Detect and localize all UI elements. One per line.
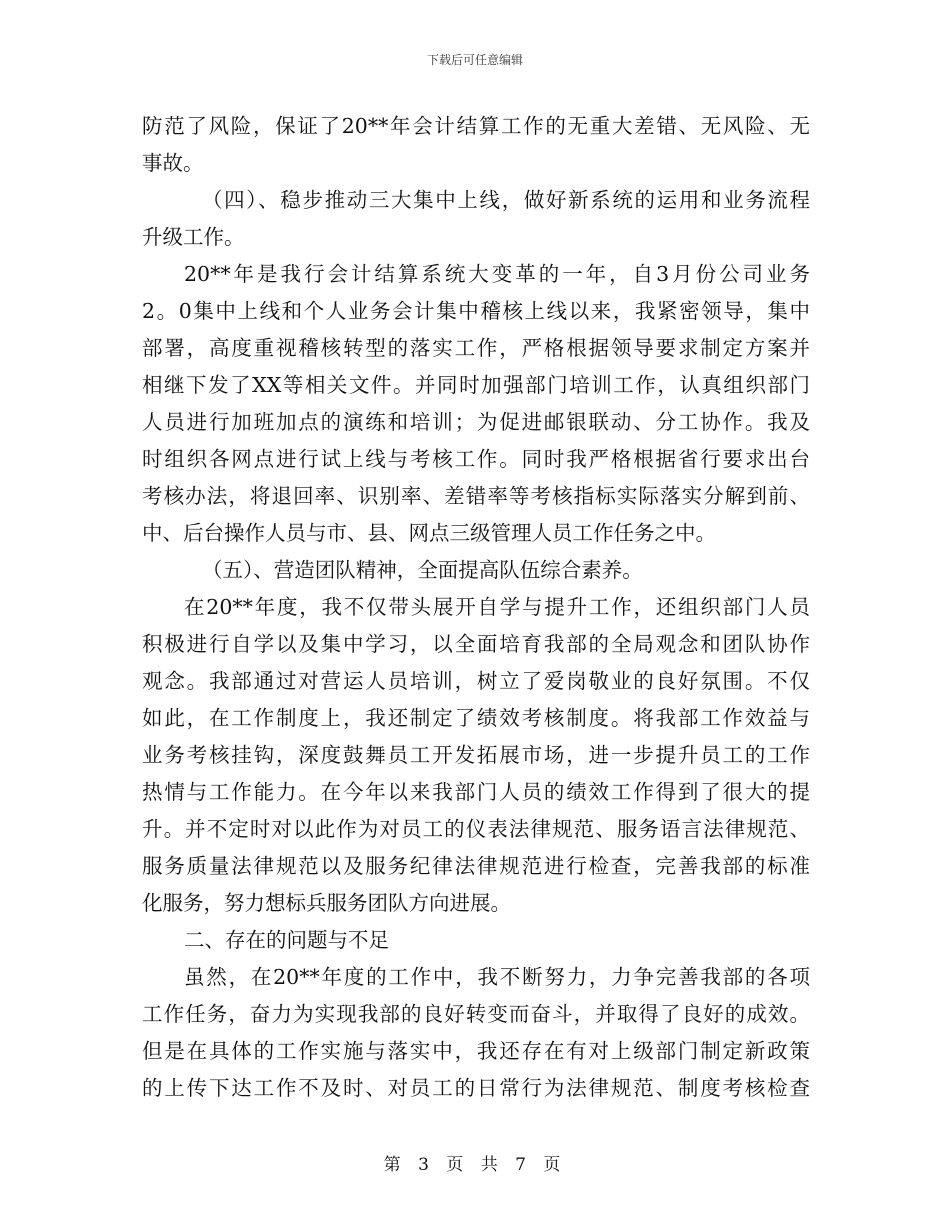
text-line: 观念。我部通过对营运人员培训，树立了爱岗敬业的良好氛围。不仅 xyxy=(142,669,810,693)
text-line: 工作任务，奋力为实现我部的良好转变而奋斗，并取得了良好的成效。 xyxy=(142,1002,810,1026)
text-line: 部署，高度重视稽核转型的落实工作，严格根据领导要求制定方案并 xyxy=(142,336,810,360)
text-line: 20**年是我行会计结算系统大变革的一年，自3月份公司业务 xyxy=(184,262,810,286)
page-header-note: 下载后可任意编辑 xyxy=(426,53,523,67)
text-line: 中、后台操作人员与市、县、网点三级管理人员工作任务之中。 xyxy=(142,521,716,545)
text-line: 相继下发了XX等相关文件。并同时加强部门培训工作，认真组织部门 xyxy=(142,373,810,397)
text-line: 积极进行自学以及集中学习，以全面培育我部的全局观念和团队协作 xyxy=(142,632,810,656)
text-line: 防范了风险，保证了20**年会计结算工作的无重大差错、无风险、无 xyxy=(142,114,810,138)
text-line: 升。并不定时对以此作为对员工的仪表法律规范、服务语言法律规范、 xyxy=(142,817,810,841)
text-line: 服务质量法律规范以及服务纪律法律规范进行检查，完善我部的标准 xyxy=(142,854,810,878)
text-line: 升级工作。 xyxy=(142,225,245,249)
section-heading: 二、存在的问题与不足 xyxy=(184,928,389,952)
document-body xyxy=(142,108,810,1107)
text-line: 化服务，努力想标兵服务团队方向进展。 xyxy=(142,891,511,915)
text-line: 虽然，在20**年度的工作中，我不断努力，力争完善我部的各项 xyxy=(184,965,810,989)
text-line: 时组织各网点进行试上线与考核工作。同时我严格根据省行要求出台 xyxy=(142,447,810,471)
text-line: 2。0集中上线和个人业务会计集中稽核上线以来，我紧密领导，集中 xyxy=(142,299,810,323)
text-line: 的上传下达工作不及时、对员工的日常行为法律规范、制度考核检查 xyxy=(142,1076,810,1100)
text-line: 事故。 xyxy=(142,151,204,175)
text-line: 在20**年度，我不仅带头展开自学与提升工作，还组织部门人员 xyxy=(184,595,810,619)
text-line: 考核办法，将退回率、识别率、差错率等考核指标实际落实分解到前、 xyxy=(142,484,810,508)
page-number-footer: 第 3 页 共 7 页 xyxy=(383,1155,567,1175)
text-line: 但是在具体的工作实施与落实中，我还存在有对上级部门制定新政策 xyxy=(142,1039,810,1063)
section-heading: （五）、营造团队精神，全面提高队伍综合素养。 xyxy=(202,558,643,582)
text-line: 人员进行加班加点的演练和培训；为促进邮银联动、分工协作。我及 xyxy=(142,410,810,434)
text-line: 如此，在工作制度上，我还制定了绩效考核制度。将我部工作效益与 xyxy=(142,706,810,730)
text-line: 业务考核挂钩，深度鼓舞员工开发拓展市场，进一步提升员工的工作 xyxy=(142,743,810,767)
section-heading: （四）、稳步推动三大集中上线，做好新系统的运用和业务流程 xyxy=(202,188,810,212)
text-line: 热情与工作能力。在今年以来我部门人员的绩效工作得到了很大的提 xyxy=(142,780,810,804)
